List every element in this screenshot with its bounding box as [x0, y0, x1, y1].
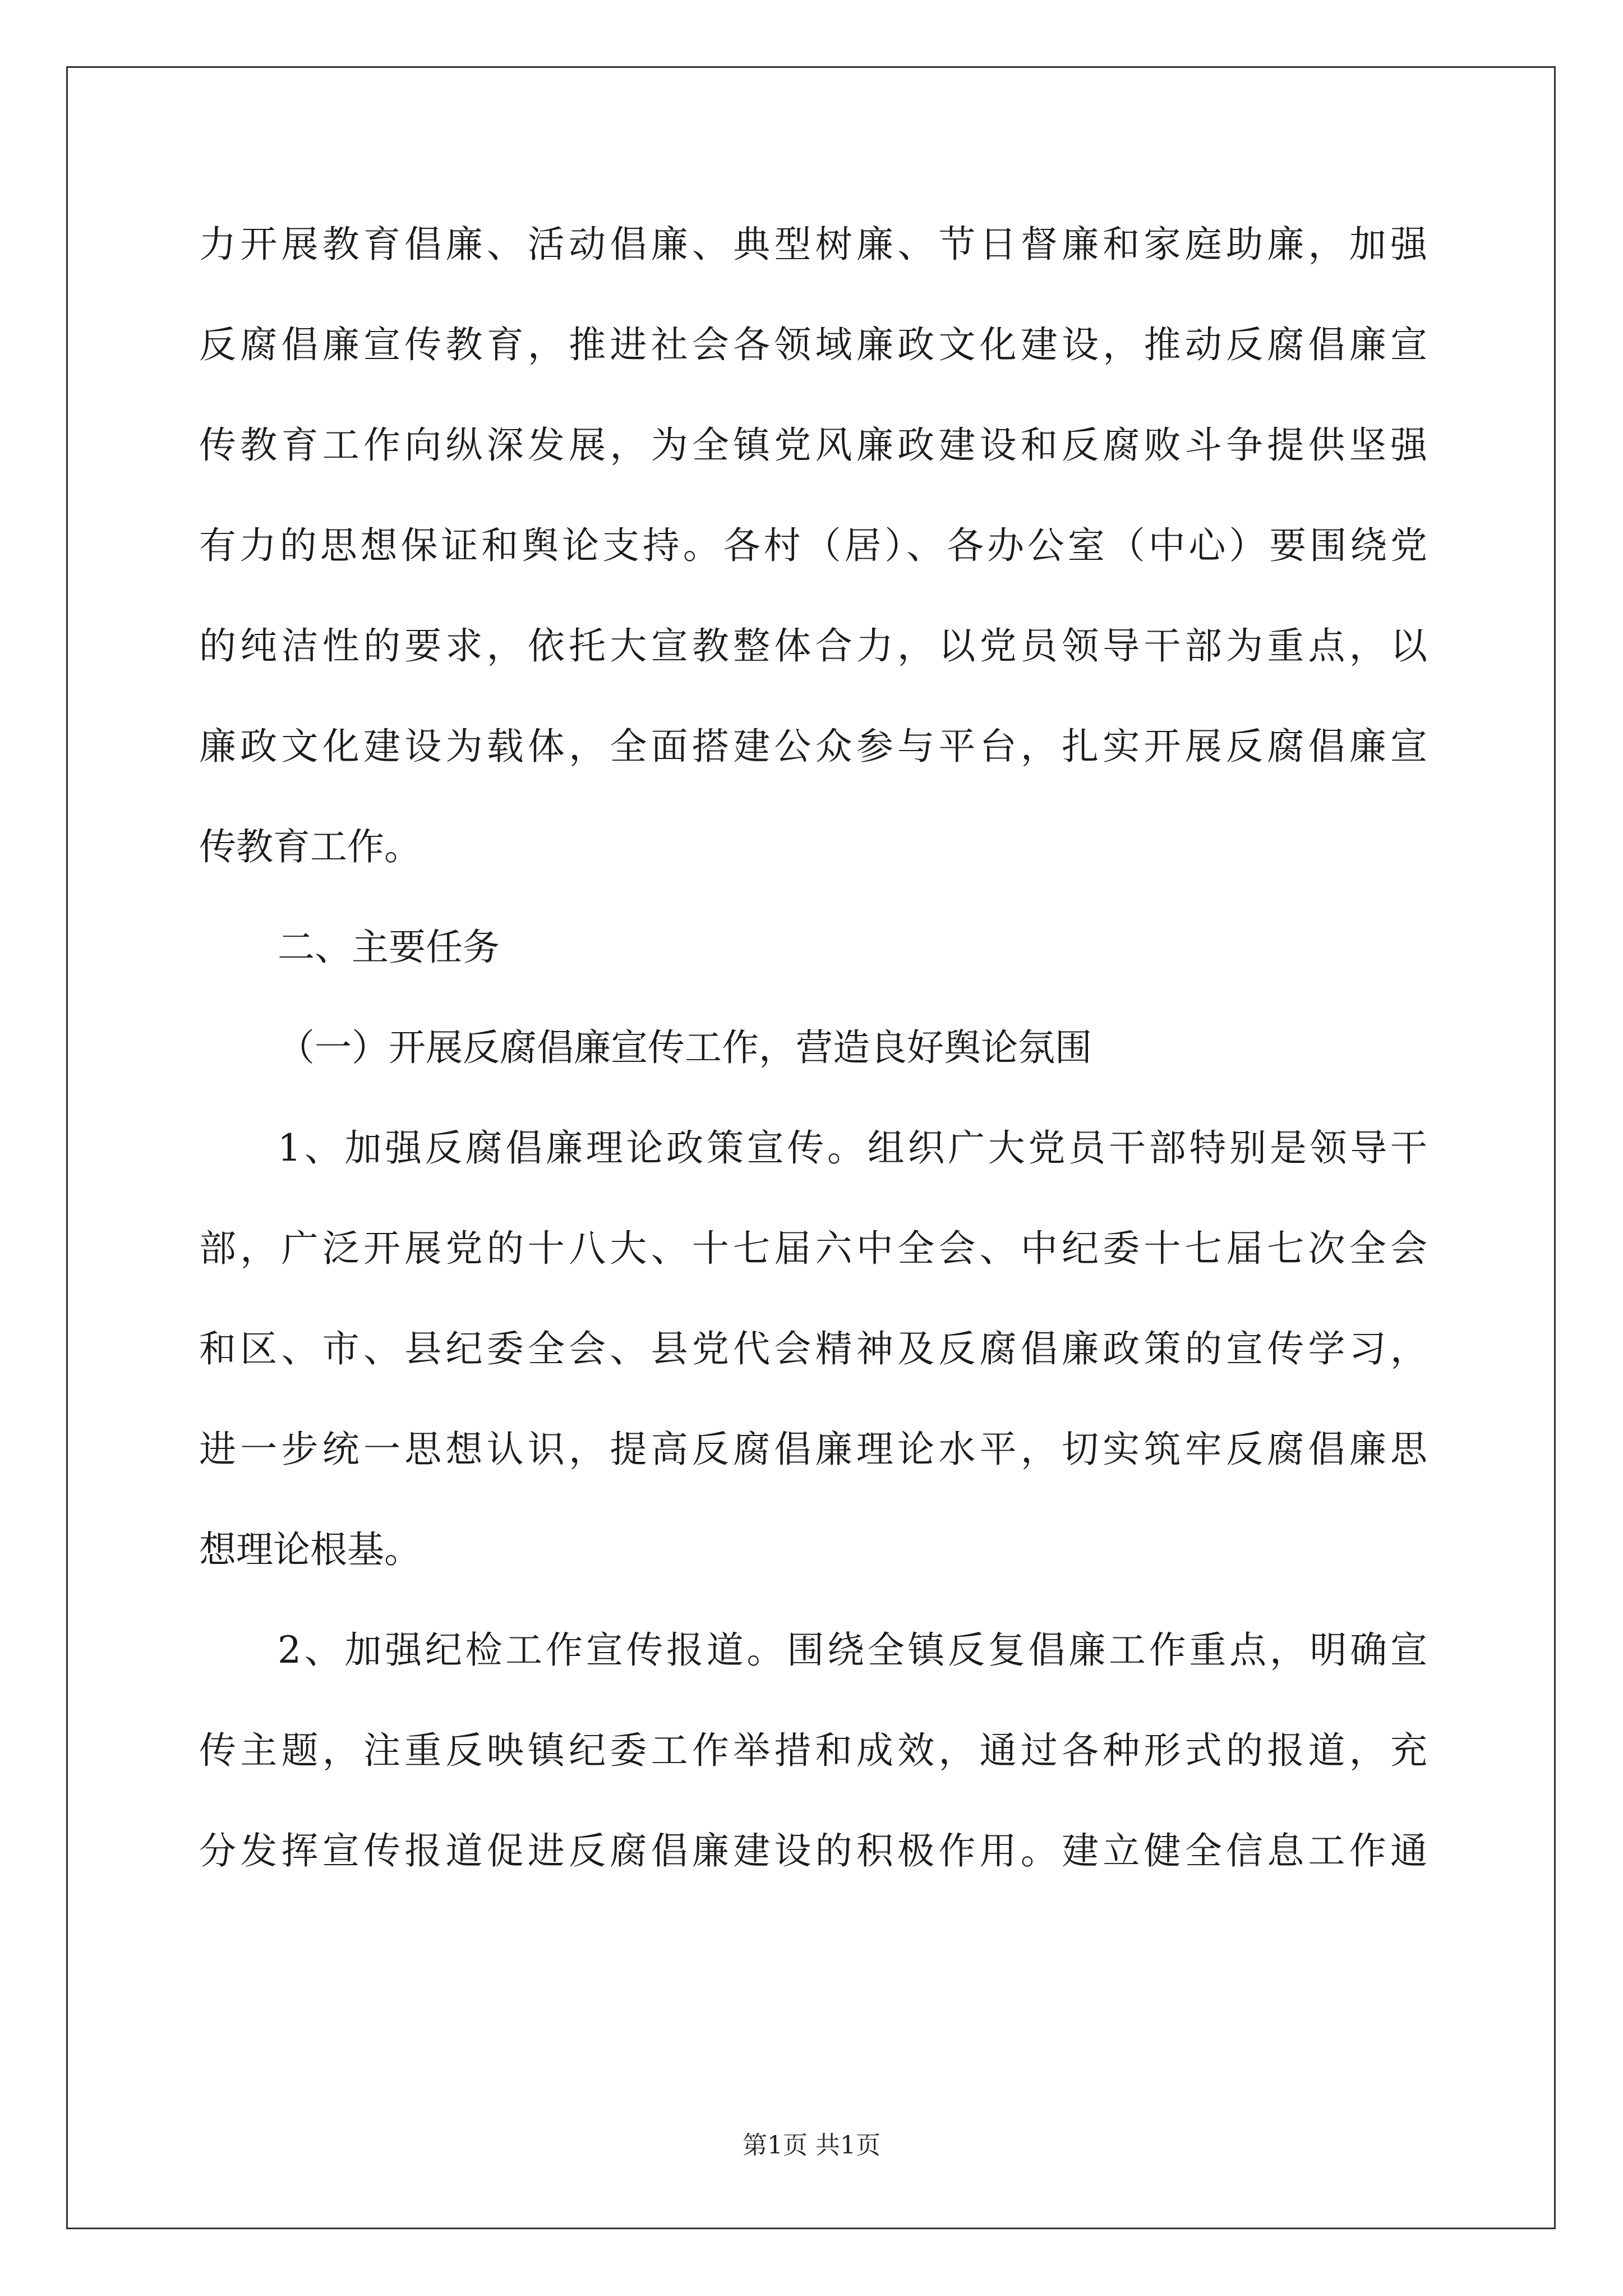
text-line: 进一步统一思想认识，提高反腐倡廉理论水平，切实筑牢反腐倡廉思	[199, 1428, 1427, 1471]
text-line: 部，广泛开展党的十八大、十七届六中全会、中纪委十七届七次全会	[199, 1227, 1427, 1270]
subsection-heading: （一）开展反腐倡廉宣传工作，营造良好舆论氛围	[278, 1026, 1092, 1069]
text-line: 和区、市、县纪委全会、县党代会精神及反腐倡廉政策的宣传学习，	[199, 1327, 1427, 1370]
text-line: 力开展教育倡廉、活动倡廉、典型树廉、节日督廉和家庭助廉，加强	[199, 223, 1427, 266]
text-line: 传主题，注重反映镇纪委工作举措和成效，通过各种形式的报道，充	[199, 1729, 1427, 1772]
text-line: 2、加强纪检工作宣传报道。围绕全镇反复倡廉工作重点，明确宣	[278, 1628, 1427, 1672]
section-heading: 二、主要任务	[278, 926, 500, 969]
text-line: 1、加强反腐倡廉理论政策宣传。组织广大党员干部特别是领导干	[278, 1126, 1427, 1170]
text-line: 有力的思想保证和舆论支持。各村（居）、各办公室（中心）要围绕党	[199, 524, 1427, 567]
text-line: 传教育工作向纵深发展，为全镇党风廉政建设和反腐败斗争提供坚强	[199, 424, 1427, 467]
text-line: 传教育工作。	[199, 825, 421, 868]
text-line: 反腐倡廉宣传教育，推进社会各领域廉政文化建设，推动反腐倡廉宣	[199, 323, 1427, 366]
text-line: 廉政文化建设为载体，全面搭建公众参与平台，扎实开展反腐倡廉宣	[199, 725, 1427, 768]
text-line: 分发挥宣传报道促进反腐倡廉建设的积极作用。建立健全信息工作通	[199, 1829, 1427, 1872]
text-line: 的纯洁性的要求，依托大宣教整体合力，以党员领导干部为重点，以	[199, 624, 1427, 668]
text-line: 想理论根基。	[199, 1528, 421, 1571]
page-footer: 第1页 共1页	[743, 2131, 880, 2160]
